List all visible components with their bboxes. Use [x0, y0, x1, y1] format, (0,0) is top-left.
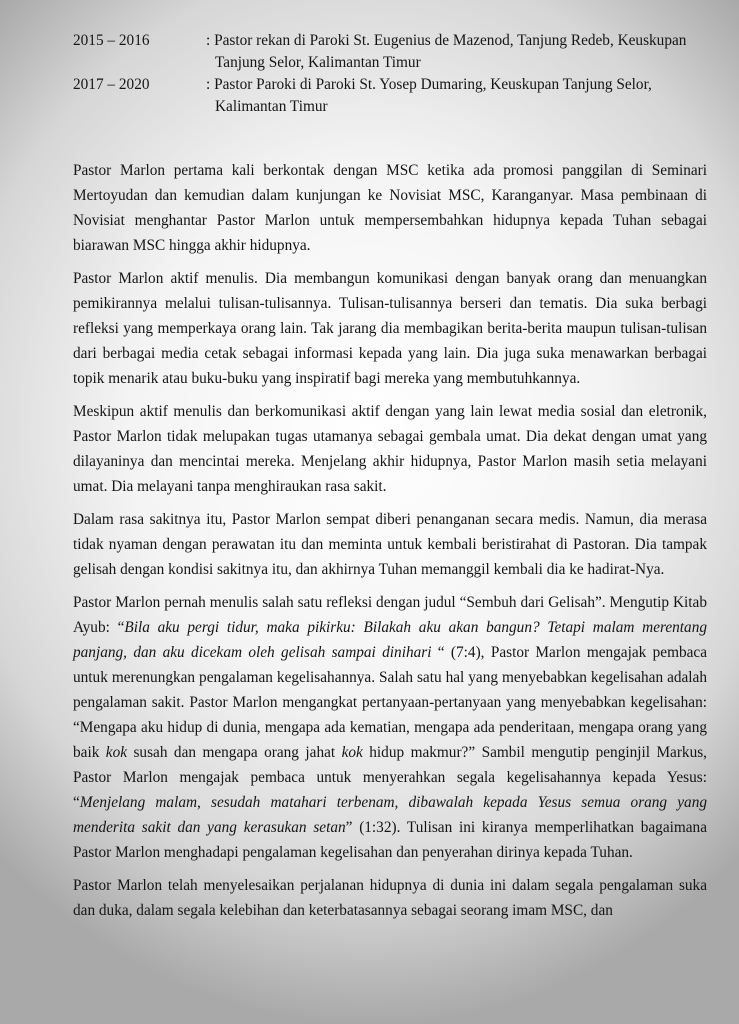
career-entry-2015 — [73, 30, 713, 74]
text-run: ” (1:32). Tulisan ini kiranya memperlihatkan bagaimana Pastor Marlon menghadapi pengalaman kegelisahan dan penyerahan dirinya kepada Tuhan. — [73, 819, 707, 861]
paragraph-writing: Pastor Marlon aktif menulis. Dia membangun komunikasi dengan banyak orang dan menuangkan pemikirannya melalui tulisan-tulisannya. Tulisan-tulisannya berseri dan tematis. Dia suka berbagi refleksi yang memperkaya orang lain. Tak jarang dia membagikan berita-berita maupun tulisan-tulisan dari berbagai media cetak sebagai informasi kepada yang lain. Dia juga suka menawarkan berbagai topik menarik atau buku-buku yang inspiratif bagi mereka yang membutuhkannya. — [73, 270, 707, 387]
quote-mark: Menjelang malam, sesudah matahari terbenam, dibawalah kepada Yesus semua orang yang menderita sakit dan yang kerasukan setan — [73, 794, 707, 836]
career-years: 2017 – 2020 — [73, 76, 150, 93]
career-entry-2017 — [73, 74, 713, 118]
paragraph-shepherd: Meskipun aktif menulis dan berkomunikasi aktif dengan yang lain lewat media sosial dan eletronik, Pastor Marlon tidak melupakan tugas utamanya sebagai gembala umat. Dia dekat dengan umat yang dilayaninya dan mencintai mereka. Menjelang akhir hidupnya, Pastor Marlon masih setia melayani umat. Dia melayani tanpa menghiraukan rasa sakit. — [73, 403, 707, 495]
italic-kok: kok — [341, 744, 363, 761]
paragraph-reflection — [73, 590, 707, 865]
paragraph-closing: Pastor Marlon telah menyelesaikan perjalanan hidupnya di dunia ini dalam segala pengalaman suka dan duka, dalam segala kelebihan dan keterbatasannya sebagai seorang imam MSC, dan — [73, 877, 707, 919]
career-description: : Pastor Paroki di Paroki St. Yosep Dumaring, Keuskupan Tanjung Selor, Kalimantan Timur — [206, 76, 652, 115]
career-years: 2015 – 2016 — [73, 32, 150, 49]
body-text — [73, 158, 707, 931]
text-run: susah dan mengapa orang jahat — [127, 744, 342, 761]
italic-kok: kok — [105, 744, 128, 761]
quote-job: Bila aku pergi tidur, maka pikirku: Bilakah aku akan bangun? Tetapi malam merentang panjang, dan aku dicekam oleh gelisah sampai dinihari — [73, 619, 707, 661]
career-description: : Pastor rekan di Paroki St. Eugenius de Mazenod, Tanjung Redeb, Keuskupan Tanjung Selor, Kalimantan Timur — [206, 32, 687, 71]
paragraph-mertoyudan: Pastor Marlon pertama kali berkontak dengan MSC ketika ada promosi panggilan di Seminari Mertoyudan dan kemudian dalam kunjungan ke Novisiat MSC, Karanganyar. Masa pembinaan di Novisiat menghantar Pastor Marlon untuk mempersembahkan hidupnya kepada Tuhan sebagai biarawan MSC hingga akhir hidupnya. — [73, 162, 707, 254]
text-run: “ (7:4), Pastor Marlon mengajak pembaca untuk merenungkan pengalaman kegelisahannya. Salah satu hal yang menyebabkan kegelisahan adalah pengalaman sakit. Pastor Marlon mengangkat pertanyaan-pertanyaan yang menyebabkan kegelisahan: “Mengapa aku hidup di dunia, mengapa ada kematian, mengapa ada penderitaan, mengapa orang yang baik — [73, 644, 707, 761]
paragraph-illness: Dalam rasa sakitnya itu, Pastor Marlon sempat diberi penanganan secara medis. Namun, dia merasa tidak nyaman dengan perawatan itu dan meminta untuk kembali beristirahat di Pastoran. Dia tampak gelisah dengan kondisi sakitnya itu, dan akhirnya Tuhan memanggil kembali dia ke hadirat-Nya. — [73, 511, 707, 578]
career-timeline — [73, 30, 713, 118]
text-run: Pastor Marlon pernah menulis salah satu refleksi dengan judul “Sembuh dari Gelisah”. Mengutip Kitab Ayub: “ — [73, 594, 707, 636]
text-run: hidup makmur?” Sambil mengutip penginjil Markus, Pastor Marlon mengajak pembaca untuk menyerahkan segala kegelisahannya kepada Yesus: “ — [73, 744, 707, 811]
